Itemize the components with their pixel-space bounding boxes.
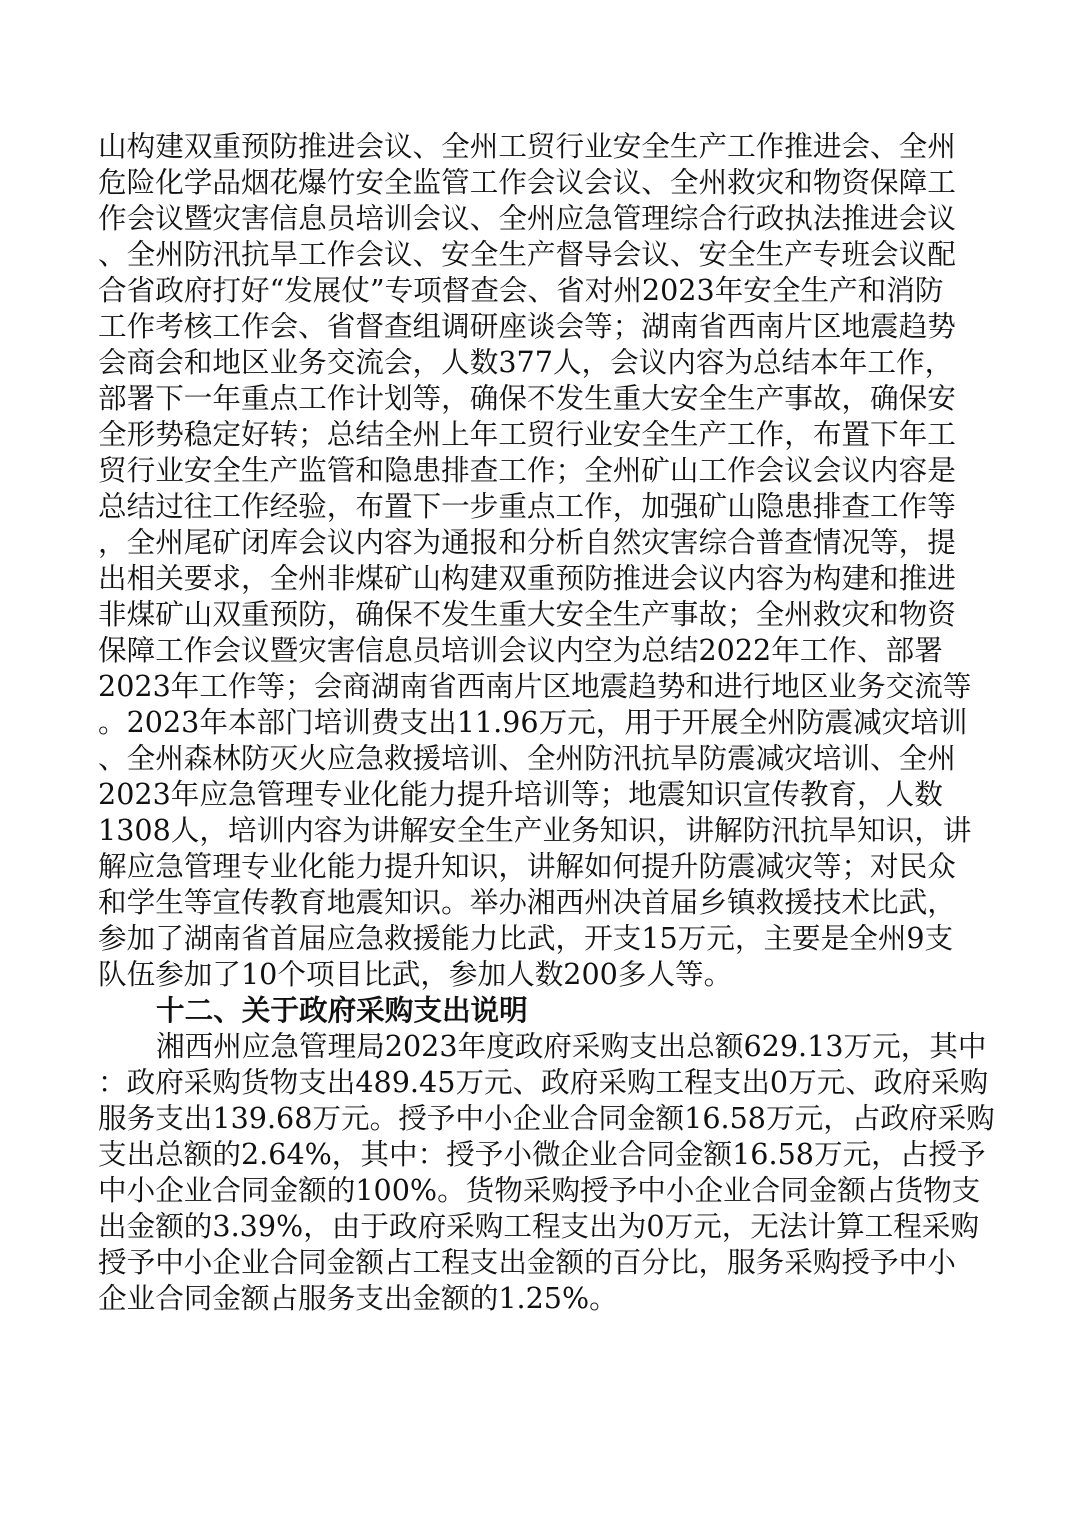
text-line: 解应急管理专业化能力提升知识，讲解如何提升防震减灾等；对民众 [98, 849, 956, 883]
text-line: 全形势稳定好转；总结全州上年工贸行业安全生产工作，布置下年工 [98, 417, 956, 451]
paragraph-training-meetings [98, 128, 972, 992]
text-line: 2023年应急管理专业化能力提升培训等；地震知识宣传教育，人数 [98, 777, 943, 811]
text-line: 支出总额的2.64%，其中：授予小微企业合同金额16.58万元，占授予 [98, 1137, 986, 1171]
document-page [98, 128, 995, 1316]
text-line: 出相关要求，全州非煤矿山构建双重预防推进会议内容为构建和推进 [98, 561, 956, 595]
text-line: 山构建双重预防推进会议、全州工贸行业安全生产工作推进会、全州 [98, 129, 956, 163]
text-line: 企业合同金额占服务支出金额的1.25%。 [98, 1281, 618, 1315]
text-line: 贸行业安全生产监管和隐患排查工作；全州矿山工作会议会议内容是 [98, 453, 956, 487]
text-line: 、全州防汛抗旱工作会议、安全生产督导会议、安全生产专班会议配 [98, 237, 956, 271]
text-line: 总结过往工作经验，布置下一步重点工作，加强矿山隐患排查工作等 [98, 489, 956, 523]
text-line: 合省政府打好“发展仗”专项督查会、省对州2023年安全生产和消防 [98, 273, 944, 307]
text-line: 工作考核工作会、省督查组调研座谈会等；湖南省西南片区地震趋势 [98, 309, 956, 343]
text-line: 参加了湖南省首届应急救援能力比武，开支15万元，主要是全州9支 [98, 921, 954, 955]
text-line: 授予中小企业合同金额占工程支出金额的百分比，服务采购授予中小 [98, 1245, 956, 1279]
text-line: 非煤矿山双重预防，确保不发生重大安全生产事故；全州救灾和物资 [98, 597, 956, 631]
text-line: 中小企业合同金额的100%。货物采购授予中小企业合同金额占货物支 [98, 1173, 981, 1207]
text-line: 会商会和地区业务交流会，人数377人，会议内容为总结本年工作， [98, 345, 954, 379]
text-line: 、全州森林防灭火应急救援培训、全州防汛抗旱防震减灾培训、全州 [98, 741, 956, 775]
section-heading: 十二、关于政府采购支出说明 [156, 993, 528, 1027]
text-line: 服务支出139.68万元。授予中小企业合同金额16.58万元，占政府采购 [98, 1101, 995, 1135]
text-line: 2023年工作等；会商湖南省西南片区地震趋势和进行地区业务交流等 [98, 669, 972, 703]
text-line: 湘西州应急管理局2023年度政府采购支出总额629.13万元，其中 [156, 1029, 987, 1063]
text-line: 。2023年本部门培训费支出11.96万元，用于开展全州防震减灾培训 [98, 705, 968, 739]
text-line: 危险化学品烟花爆竹安全监管工作会议会议、全州救灾和物资保障工 [98, 165, 956, 199]
text-line: 队伍参加了10个项目比武，参加人数200多人等。 [98, 957, 733, 991]
text-line: 保障工作会议暨灾害信息员培训会议内空为总结2022年工作、部署 [98, 633, 943, 667]
text-line: 1308人，培训内容为讲解安全生产业务知识，讲解防汛抗旱知识，讲 [98, 813, 972, 847]
paragraph-procurement [98, 1028, 995, 1316]
text-line: ，全州尾矿闭库会议内容为通报和分析自然灾害综合普查情况等，提 [98, 525, 956, 559]
text-line: 作会议暨灾害信息员培训会议、全州应急管理综合行政执法推进会议 [98, 201, 956, 235]
text-line: 出金额的3.39%，由于政府采购工程支出为0万元，无法计算工程采购 [98, 1209, 980, 1243]
text-line: 和学生等宣传教育地震知识。举办湘西州决首届乡镇救援技术比武， [98, 885, 956, 919]
text-line: ：政府采购货物支出489.45万元、政府采购工程支出0万元、政府采购 [98, 1065, 989, 1099]
text-line: 部署下一年重点工作计划等，确保不发生重大安全生产事故，确保安 [98, 381, 956, 415]
